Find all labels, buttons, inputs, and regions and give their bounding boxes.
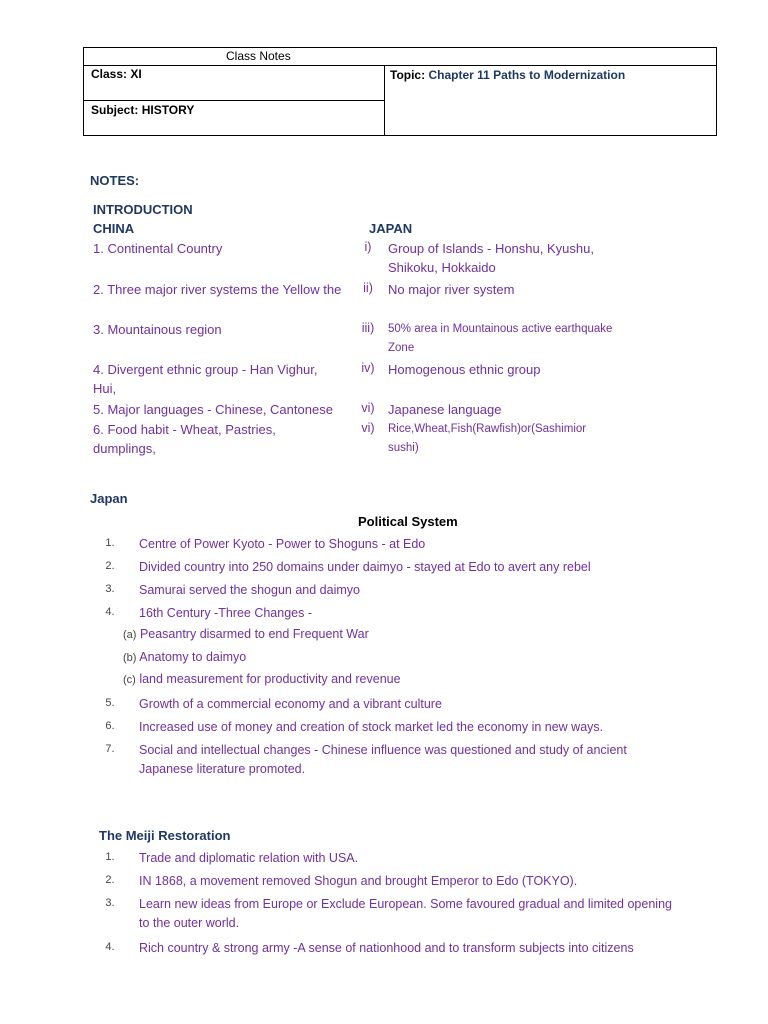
china-item: 5. Major languages - Chinese, Cantonese — [93, 402, 333, 417]
political-item: 16th Century -Three Changes - — [139, 606, 313, 620]
meiji-item: Trade and diplomatic relation with USA. — [139, 851, 359, 865]
subject-value: HISTORY — [141, 103, 195, 117]
list-number: 3. — [105, 583, 115, 595]
japan-section-heading: Japan — [90, 491, 128, 506]
japan-item: Japanese language — [388, 402, 502, 417]
japan-item: 50% area in Mountainous active earthquake Zone — [388, 323, 613, 354]
japan-item-number: vi) — [361, 421, 375, 435]
class-cell — [91, 67, 142, 81]
list-number: 6. — [105, 720, 115, 732]
topic-cell — [390, 68, 625, 82]
meiji-item: IN 1868, a movement removed Shogun and brought Emperor to Edo (TOKYO). — [139, 874, 578, 888]
meiji-heading: The Meiji Restoration — [99, 828, 231, 843]
header-table — [83, 47, 717, 136]
subitem-label: (a) — [123, 629, 137, 641]
political-item: Samurai served the shogun and daimyo — [139, 583, 360, 597]
political-subitem — [123, 650, 246, 664]
subitem-label: (b) — [123, 652, 137, 664]
china-item: 3. Mountainous region — [93, 322, 222, 337]
meiji-item: Learn new ideas from Europe or Exclude European. Some favoured gradual and limited opening to the outer world. — [139, 897, 672, 930]
subitem-text: Peasantry disarmed to end Frequent War — [139, 627, 369, 641]
japan-item: Group of Islands - Honshu, Kyushu, Shikoku, Hokkaido — [388, 241, 594, 275]
intro-heading: INTRODUCTION — [93, 202, 193, 217]
political-item: Increased use of money and creation of stock market led the economy in new ways. — [139, 720, 604, 734]
list-number: 4. — [105, 941, 115, 953]
meiji-item: Rich country & strong army -A sense of nationhood and to transform subjects into citizens — [139, 941, 634, 955]
political-item: Growth of a commercial economy and a vibrant culture — [139, 697, 442, 711]
subitem-text: Anatomy to daimyo — [139, 650, 247, 664]
subject-label: Subject: — [91, 103, 139, 117]
subject-cell — [91, 103, 194, 117]
list-number: 7. — [105, 743, 115, 755]
political-item: Divided country into 250 domains under daimyo - stayed at Edo to avert any rebel — [139, 560, 591, 574]
list-number: 5. — [105, 697, 115, 709]
china-item: 1. Continental Country — [93, 241, 223, 256]
table-divider — [83, 100, 384, 101]
header-title: Class Notes — [226, 49, 291, 63]
table-divider — [384, 65, 385, 136]
japan-item-number: vi) — [361, 401, 375, 415]
china-item: 6. Food habit - Wheat, Pastries, dumplings, — [93, 422, 276, 456]
list-number: 1. — [105, 537, 115, 549]
china-heading: CHINA — [93, 221, 135, 236]
subitem-text: land measurement for productivity and revenue — [139, 672, 401, 686]
list-number: 1. — [105, 851, 115, 863]
notes-heading: NOTES: — [90, 173, 140, 188]
japan-item: Rice,Wheat,Fish(Rawfish)or(Sashimior sushi) — [388, 423, 587, 454]
political-item: Social and intellectual changes - Chinese influence was questioned and study of ancient Japanese literature promoted. — [139, 743, 627, 776]
japan-item: No major river system — [388, 282, 515, 297]
political-heading: Political System — [358, 514, 458, 529]
topic-value: Chapter 11 Paths to Modernization — [428, 68, 626, 82]
japan-item: Homogenous ethnic group — [388, 362, 541, 377]
class-value: XI — [130, 67, 142, 81]
list-number: 4. — [105, 606, 115, 618]
japan-item-number: i) — [364, 240, 372, 254]
table-divider — [83, 65, 717, 66]
japan-heading: JAPAN — [369, 221, 413, 236]
japan-item-number: ii) — [363, 281, 373, 295]
class-label: Class: — [91, 67, 128, 81]
list-number: 2. — [105, 560, 115, 572]
china-item: 4. Divergent ethnic group - Han Vighur, Hui, — [93, 362, 318, 396]
political-subitem — [123, 672, 401, 686]
list-number: 3. — [105, 897, 115, 909]
list-number: 2. — [105, 874, 115, 886]
subitem-label: (c) — [123, 674, 136, 686]
political-item: Centre of Power Kyoto - Power to Shoguns - at Edo — [139, 537, 426, 551]
political-subitem — [123, 627, 369, 641]
japan-item-number: iii) — [361, 321, 375, 335]
japan-item-number: iv) — [361, 361, 375, 375]
topic-label: Topic: — [390, 68, 426, 82]
china-item: 2. Three major river systems the Yellow the — [93, 282, 342, 297]
